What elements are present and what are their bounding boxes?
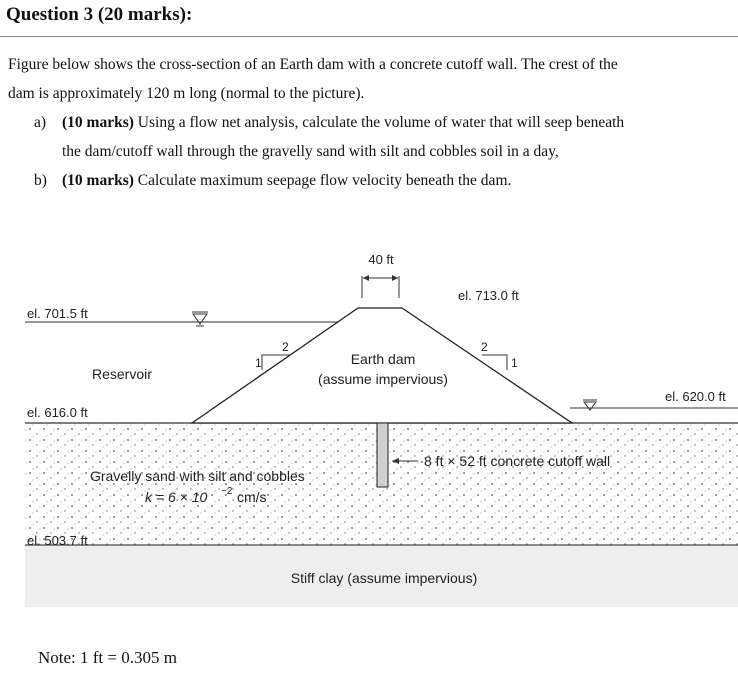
cutoff-wall-label: 8 ft × 52 ft concrete cutoff wall [424, 453, 611, 469]
svg-text:cm/s: cm/s [237, 489, 267, 505]
intro-line-1: Figure below shows the cross-section of an Earth dam with a concrete cutoff wall. The crest of the [8, 56, 618, 73]
svg-text:k = 6 × 10: k = 6 × 10 [145, 489, 208, 505]
svg-text:2: 2 [282, 340, 289, 354]
question-title: Question 3 (20 marks): [6, 4, 193, 25]
item-a [34, 108, 734, 166]
bottom-elevation-label: el. 503.7 ft [27, 533, 88, 548]
crest-width-label: 40 ft [368, 252, 394, 267]
permeability-label [145, 486, 267, 505]
svg-text:2: 2 [481, 340, 488, 354]
clay-label: Stiff clay (assume impervious) [290, 570, 478, 586]
water-level-icon [192, 312, 208, 326]
ground-elevation-label: el. 616.0 ft [27, 405, 88, 420]
divider [0, 36, 738, 37]
intro-line-2: dam is approximately 120 m long (normal to the picture). [8, 85, 365, 102]
dam-label: Earth dam [350, 351, 416, 367]
item-b [34, 166, 734, 195]
reservoir-label: Reservoir [92, 366, 152, 382]
unit-note: Note: 1 ft = 0.305 m [38, 648, 177, 667]
tailwater-elevation-label: el. 620.0 ft [665, 389, 726, 404]
item-b-marks: (10 marks) [62, 172, 134, 189]
svg-text:1: 1 [511, 356, 518, 370]
item-a-text-1: Using a flow net analysis, calculate the volume of water that will seep beneath [133, 114, 625, 131]
dam-cross-section-figure [0, 240, 738, 640]
item-a-marks: (10 marks) [62, 114, 134, 131]
svg-text:1: 1 [255, 356, 262, 370]
crest-elevation-label: el. 713.0 ft [458, 288, 519, 303]
concrete-cutoff-wall [377, 423, 388, 487]
water-elevation-label: el. 701.5 ft [27, 306, 88, 321]
item-b-text-1: Calculate maximum seepage flow velocity beneath the dam. [133, 172, 512, 189]
svg-text:−2: −2 [221, 486, 233, 497]
item-a-label: a) [34, 114, 47, 131]
item-b-label: b) [34, 172, 47, 189]
item-a-text-2: the dam/cutoff wall through the gravelly sand with silt and cobbles soil in a day, [62, 143, 559, 160]
soil-label: Gravelly sand with silt and cobbles [90, 468, 305, 484]
dam-note: (assume impervious) [318, 371, 448, 387]
intro-paragraph [8, 50, 730, 108]
